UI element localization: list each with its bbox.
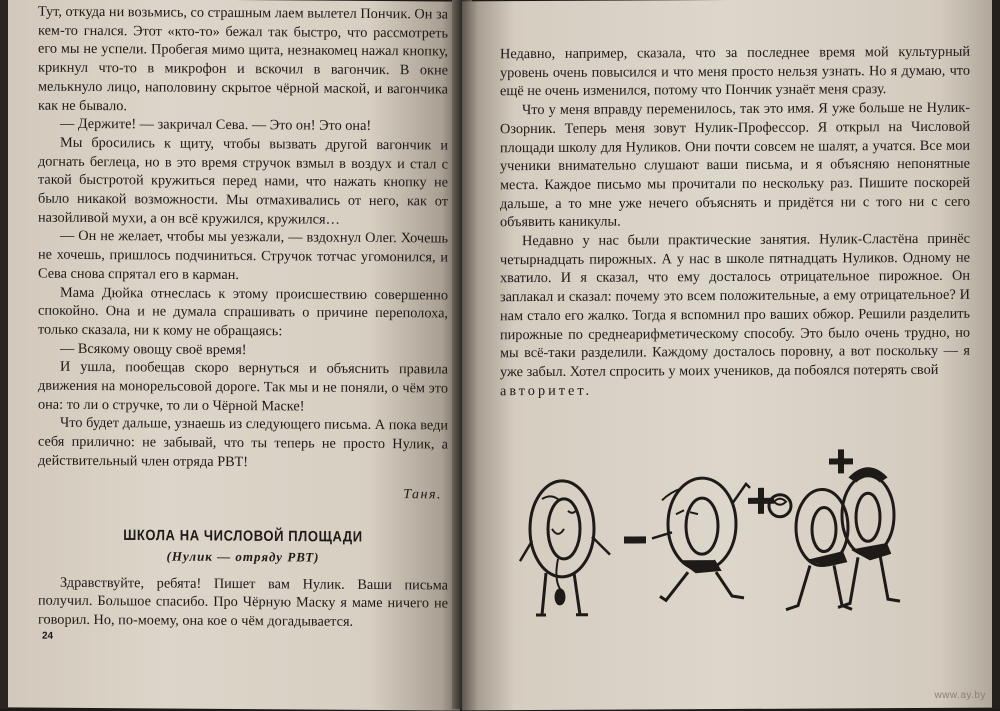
book-edge bbox=[992, 0, 1000, 709]
zero-with-cap-icon bbox=[838, 468, 900, 607]
left-text-column bbox=[38, 3, 448, 633]
illustration bbox=[512, 447, 912, 629]
watermark: www.ay.by bbox=[934, 690, 986, 701]
crying-zero-character-icon bbox=[520, 481, 610, 615]
paragraph: Здравствуйте, ребята! Пишет вам Нулик. Ваши письма получил. Большое спасибо. Про Чёрную Маску я маме ничего не говорил. Но, по-моему, она кое о чём догадывается. bbox=[38, 574, 448, 630]
paragraph: Недавно у нас были практические занятия. Нулик-Сластёна принёс четырнадцать пирожных. А у нас в школе пятнадцать Нуликов. Одному не хватило. И я сказал, что ему досталось отрицательное пирожное. Он заплакал и сказал: почему это всем положительные, а ему отрицательное? И нам стало его жалко. Тогда я вспомнил про ваших обжор. Решили разделить пирожные по среднеарифметическому способу. Это было очень трудно, но мы всё-таки разделили. Каждому досталось поровну, а вот поскольку — я уже забыл. Хотел спросить у моих учеников, да побоялся потерять свой bbox=[500, 230, 970, 381]
zero-with-pastry-icon bbox=[769, 489, 852, 609]
paragraph: Мы бросились к щиту, чтобы вызвать другой вагончик и догнать беглеца, но в это время стручок взмыл в воздух и стал с такой быстротой кружиться перед нами, что нажать кнопку не было никакой возможности. Мы отмахивались от него, как от назойливой мухи, а он всё кружился, кружился… bbox=[38, 134, 448, 228]
walking-zero-character-icon bbox=[652, 478, 750, 601]
last-word: авторитет. bbox=[500, 382, 593, 399]
signature: Таня. bbox=[403, 486, 442, 503]
chapter-subheading: (Нулик — отряду РВТ) bbox=[166, 548, 320, 565]
minus-sign-icon bbox=[624, 536, 646, 543]
right-page bbox=[462, 0, 992, 710]
paragraph: Мама Дюйка отнеслась к этому происшествию совершенно спокойно. Она и не думала спрашивать о причине переполоха, только сказала, ни к кому не обращаясь: bbox=[38, 284, 448, 340]
paragraph: — Держите! — закричал Сева. — Это он! Это она! bbox=[60, 116, 372, 135]
paragraph: — Он не желает, чтобы мы уезжали, — вздохнул Олег. Хочешь не хочешь, пришлось подчиниться. Стручок тотчас угомонился, и Сева снова спрятал его в карман. bbox=[38, 228, 448, 283]
paragraph: Тут, откуда ни возьмись, со страшным лаем вылетел Пончик. Он за кем-то гнался. Этот «кто-то» бежал так быстро, что рассмотреть его мы не успели. Пробегая мимо щита, незнакомец нажал кнопку, крикнул что-то в микрофон и вскочил в вагончик. В окне мелькнуло лицо, наполовину скрытое чёрной маской, и вагончика как не бывало. bbox=[38, 3, 448, 114]
paragraph: Что у меня вправду переменилось, так это имя. Я уже больше не Нулик-Озорник. Теперь меня зовут Нулик-Профессор. Я открыл на Числовой площади школу для Нуликов. Они почти совсем не шалят, а учатся. Все мои ученики внимательно слушают ваши письма, и я объясняю непонятные места. Каждое письмо мы прочитали по нескольку раз. Пишите поскорей дальше, а то мне уже нечего объяснять и придётся ни с того ни с сего объявить каникулы. bbox=[500, 99, 970, 231]
plus-sign-icon bbox=[829, 449, 853, 473]
paragraph: И ушла, пообещав скоро вернуться и объяснить правила движения на монорельсовой дороге. Так мы и не поняли, о чём это она: то ли о стручке, то ли о Чёрной Маске! bbox=[38, 359, 448, 415]
paragraph-end bbox=[500, 379, 970, 400]
chapter-heading: ШКОЛА НА ЧИСЛОВОЙ ПЛОЩАДИ bbox=[123, 525, 363, 545]
page-number: 24 bbox=[42, 630, 54, 642]
paragraph: Что будет дальше, узнаешь из следующего письма. А пока веди себя прилично: не забывай, что ты теперь не просто Нулик, а действительный член отряда РВТ! bbox=[38, 415, 448, 470]
paragraph: — Всякому овощу своё время! bbox=[60, 340, 247, 358]
paragraph: Недавно, например, сказала, что за последнее время мой культурный уровень очень повысился и что меня просто нельзя узнать. Но я думаю, что ещё не очень изменился, потому что Пончик узнаёт меня сразу. bbox=[500, 43, 970, 100]
right-text-column bbox=[500, 43, 970, 401]
left-page bbox=[8, 0, 460, 711]
